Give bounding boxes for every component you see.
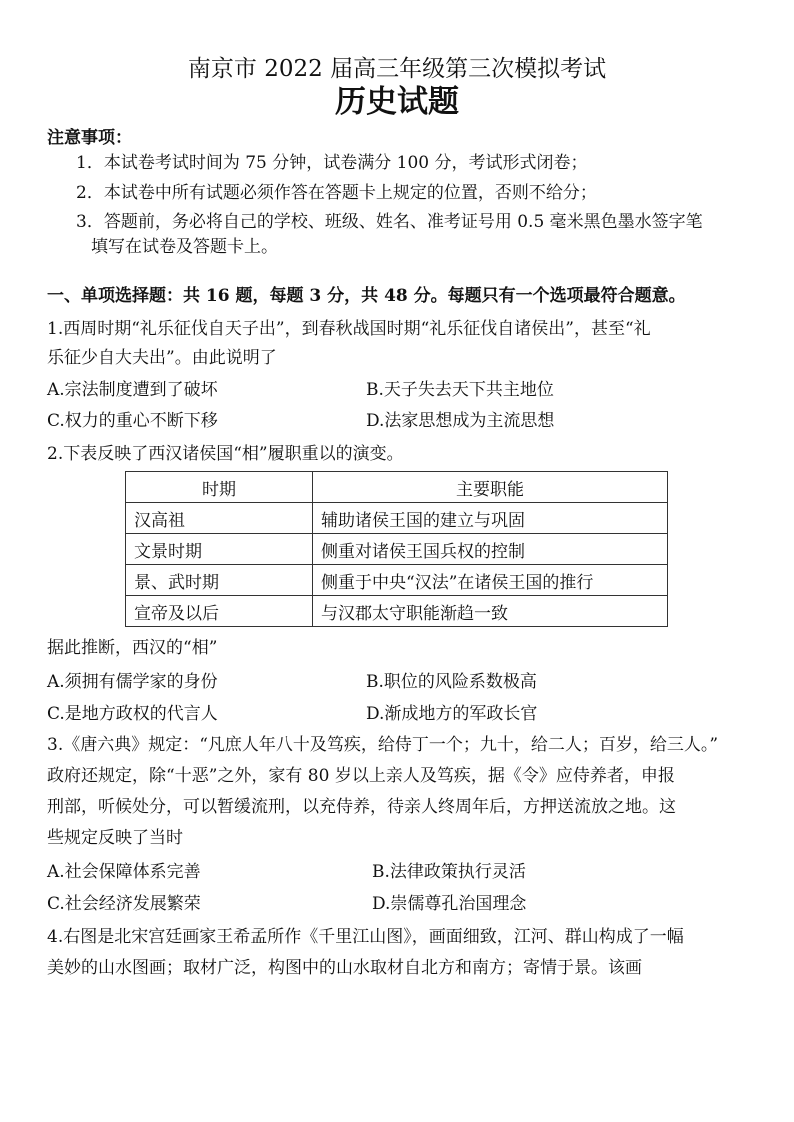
q1-option-b: B.天子失去天下共主地位 (366, 380, 554, 400)
table-cell-period: 汉高祖 (126, 503, 313, 534)
q3-option-a: A.社会保障体系完善 (47, 862, 201, 882)
table-cell-period: 宣帝及以后 (126, 596, 313, 627)
q2-option-b: B.职位的风险系数极高 (366, 672, 537, 692)
q2-option-a: A.须拥有儒学家的身份 (47, 672, 218, 692)
q4-stem-line-2: 美妙的山水图画；取材广泛，构图中的山水取材自北方和南方；寄情于景。该画 (47, 958, 642, 978)
q1-option-c: C.权力的重心不断下移 (47, 411, 218, 431)
exam-title: 南京市 2022 届高三年级第三次模拟考试 (187, 56, 607, 82)
table-row (126, 503, 668, 534)
table-cell-period: 文景时期 (126, 534, 313, 565)
table-header-function: 主要职能 (313, 472, 668, 503)
q2-table (125, 471, 668, 627)
q1-stem-line-2: 乐征少自大夫出”。由此说明了 (47, 348, 277, 368)
note-item-1: 1．本试卷考试时间为 75 分钟，试卷满分 100 分，考试形式闭卷； (76, 153, 588, 173)
table-row (126, 596, 668, 627)
notes-heading: 注意事项： (47, 128, 132, 148)
q3-stem-line-3: 刑部，听候处分，可以暂缓流刑，以充侍养，待亲人终周年后，方押送流放之地。这 (47, 797, 676, 817)
note-item-3: 3．答题前，务必将自己的学校、班级、姓名、准考证号用 0.5 毫米黑色墨水签字笔 (76, 212, 703, 232)
q3-stem-line-1: 3.《唐六典》规定：“凡庶人年八十及笃疾，给侍丁一个；九十，给二人；百岁，给三人。” (47, 735, 719, 755)
note-item-2: 2．本试卷中所有试题必须作答在答题卡上规定的位置，否则不给分； (76, 183, 597, 203)
note-item-3-continued: 填写在试卷及答题卡上。 (91, 237, 278, 257)
table-header-period: 时期 (126, 472, 313, 503)
table-row (126, 534, 668, 565)
table-cell-function: 与汉郡太守职能渐趋一致 (313, 596, 668, 627)
table-cell-function: 侧重对诸侯王国兵权的控制 (313, 534, 668, 565)
q3-stem-line-2: 政府还规定，除“十恶”之外，家有 80 岁以上亲人及笃疾，据《令》应侍养者，申报 (47, 766, 675, 786)
q3-option-d: D.崇儒尊孔治国理念 (372, 894, 527, 914)
q2-option-c: C.是地方政权的代言人 (47, 704, 218, 724)
table-row (126, 565, 668, 596)
q3-option-c: C.社会经济发展繁荣 (47, 894, 201, 914)
q1-stem-line-1: 1.西周时期“礼乐征伐自天子出”，到春秋战国时期“礼乐征伐自诸侯出”，甚至“礼 (47, 319, 651, 339)
subject-title: 历史试题 (335, 84, 459, 120)
table-header-row (126, 472, 668, 503)
q2-prompt: 据此推断，西汉的“相” (47, 638, 218, 658)
q1-option-d: D.法家思想成为主流思想 (366, 411, 555, 431)
q4-stem-line-1: 4.右图是北宋宫廷画家王希孟所作《千里江山图》，画面细致，江河、群山构成了一幅 (47, 927, 684, 947)
section-heading: 一、单项选择题：共 16 题，每题 3 分，共 48 分。每题只有一个选项最符合题意。 (47, 286, 686, 306)
q1-option-a: A.宗法制度遭到了破坏 (47, 380, 218, 400)
q2-option-d: D.渐成地方的军政长官 (366, 704, 538, 724)
table-cell-period: 景、武时期 (126, 565, 313, 596)
q3-stem-line-4: 些规定反映了当时 (47, 828, 183, 848)
q3-option-b: B.法律政策执行灵活 (372, 862, 526, 882)
table-cell-function: 侧重于中央“汉法”在诸侯王国的推行 (313, 565, 668, 596)
q2-stem: 2.下表反映了西汉诸侯国“相”履职重以的演变。 (47, 444, 404, 464)
table-cell-function: 辅助诸侯王国的建立与巩固 (313, 503, 668, 534)
